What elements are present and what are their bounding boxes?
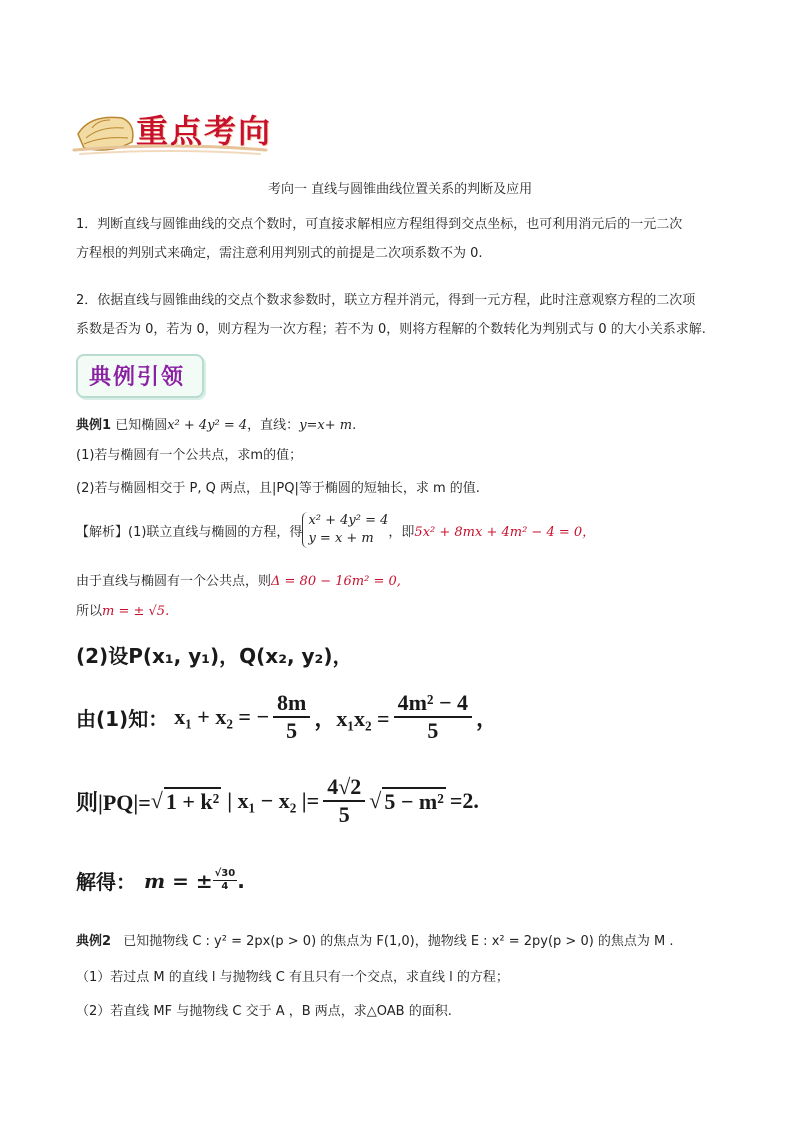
part2-line4 (76, 866, 245, 895)
system-bottom: y = x + m (308, 531, 374, 546)
part2-frac-sum-den: 5 (286, 718, 298, 743)
part2-sqrt1: 1 + k² (165, 789, 220, 814)
part2-l4-eq: m = ± (144, 868, 213, 893)
point-1-line1: 1．判断直线与圆锥曲线的交点个数时，可直接求解相应方程组得到交点坐标，也可利用消元后的一元二次 (76, 217, 683, 232)
part2-frac-product-num: 4m² − 4 (394, 690, 472, 718)
point-2-line2: 系数是否为 0，若为 0，则方程为一次方程；若不为 0，则将方程解的个数转化为判别式与 0 的大小关系求解. (76, 322, 706, 337)
banner-title: 重点考向 (136, 112, 273, 150)
part2-frac-sum-num: 8m (273, 690, 310, 718)
part2-l3-mid: | x₁ − x₂ |= (227, 788, 320, 813)
point-1-line2: 方程根的判别式来确定，需注意利用判别式的前提是二次项系数不为 0. (76, 246, 483, 261)
part2-l4-frac (213, 868, 238, 893)
part2-sum: x₁ + x₂ = − (174, 704, 270, 729)
part2-l3-prefix: 则|PQ|= (76, 789, 151, 815)
solution-line3 (76, 600, 169, 619)
solution-s1-text: (1)联立直线与椭圆的方程，得 (128, 524, 303, 540)
example1-label: 典例1 (76, 418, 112, 433)
example1-stem-text-b: ，直线： (247, 418, 300, 433)
example-badge-label: 典例引领 (89, 364, 186, 390)
example2-q2: （2）若直线 MF 与抛物线 C 交于 A ，B 两点，求△OAB 的面积. (76, 1004, 452, 1019)
point-1 (76, 210, 726, 268)
solution-quadratic-eq: 5x² + 8mx + 4m² − 4 = 0， (414, 524, 596, 540)
part2-frac-pq-den: 5 (338, 802, 350, 827)
part2-l4-prefix: 解得： (76, 870, 136, 894)
part2-line2 (76, 690, 498, 744)
example2-label: 典例2 (76, 934, 112, 949)
example1-ellipse-eq: x² + 4y² = 4 (167, 418, 248, 433)
solution-line1 (76, 512, 595, 548)
part2-l2-end: ， (476, 705, 499, 731)
example2-q1: （1）若过点 M 的直线 l 与抛物线 C 有且只有一个交点，求直线 l 的方程； (76, 970, 509, 985)
example1-line-eq: y=x+ m. (299, 418, 357, 433)
example1-q2: (2)若与椭圆相交于 P, Q 两点，且|PQ|等于椭圆的短轴长，求 m 的值. (76, 481, 480, 496)
equation-system (302, 512, 388, 548)
part2-frac-product-den: 5 (427, 718, 439, 743)
part2-l4-end: . (237, 868, 245, 893)
part2-line3: 则|PQ|= √ 1 + k² | x₁ − x₂ |= $\frac{4√2}{5}$ √ 5 − m² =2. (76, 774, 479, 827)
solution-s2-text: 由于直线与椭圆有一个公共点，则 (76, 574, 272, 589)
solution-discriminant: Δ = 80 − 16m² = 0, (271, 574, 401, 589)
section-title: 考向一 直线与圆锥曲线位置关系的判断及应用 (268, 182, 533, 197)
example2-stem (76, 930, 674, 949)
part2-l4-den: 4 (221, 881, 229, 892)
example1-q1: (1)若与椭圆有一个公共点，求m的值； (76, 448, 303, 463)
solution-s1-text-b: ，即 (388, 524, 415, 540)
part2-frac-pq (323, 774, 365, 828)
part2-frac-pq-num: 4√2 (323, 774, 365, 802)
part2-sqrt2: 5 − m² (384, 789, 444, 814)
point-2 (76, 286, 726, 344)
part2-product: ，x₁x₂ = (314, 705, 390, 731)
example1-stem (76, 414, 356, 433)
example1-stem-text: 已知椭圆 (115, 418, 168, 433)
part2-l3-end: =2. (449, 788, 479, 813)
solution-s3-text: 所以 (76, 604, 103, 619)
solution-line2 (76, 570, 401, 589)
solution-m-value: m = ± √5. (102, 604, 170, 619)
part2-line1: (2)设P(x₁, y₁)，Q(x₂, y₂)， (76, 644, 353, 668)
system-top: x² + 4y² = 4 (308, 513, 389, 528)
part2-frac-sum (273, 690, 310, 744)
part2-frac-product (394, 690, 472, 744)
example2-stem-text: 已知抛物线 C : y² = 2px(p > 0) 的焦点为 F(1,0)，抛物线 E : x² = 2py(p > 0) 的焦点为 M . (123, 934, 674, 949)
part2-l2-prefix: 由(1)知： (76, 706, 169, 731)
part2-l4-num: √30 (214, 868, 236, 879)
point-2-line1: 2．依据直线与圆锥曲线的交点个数求参数时，联立方程并消元，得到一元方程，此时注意观察方程的二次项 (76, 293, 696, 308)
solution-label: 【解析】 (76, 524, 129, 540)
